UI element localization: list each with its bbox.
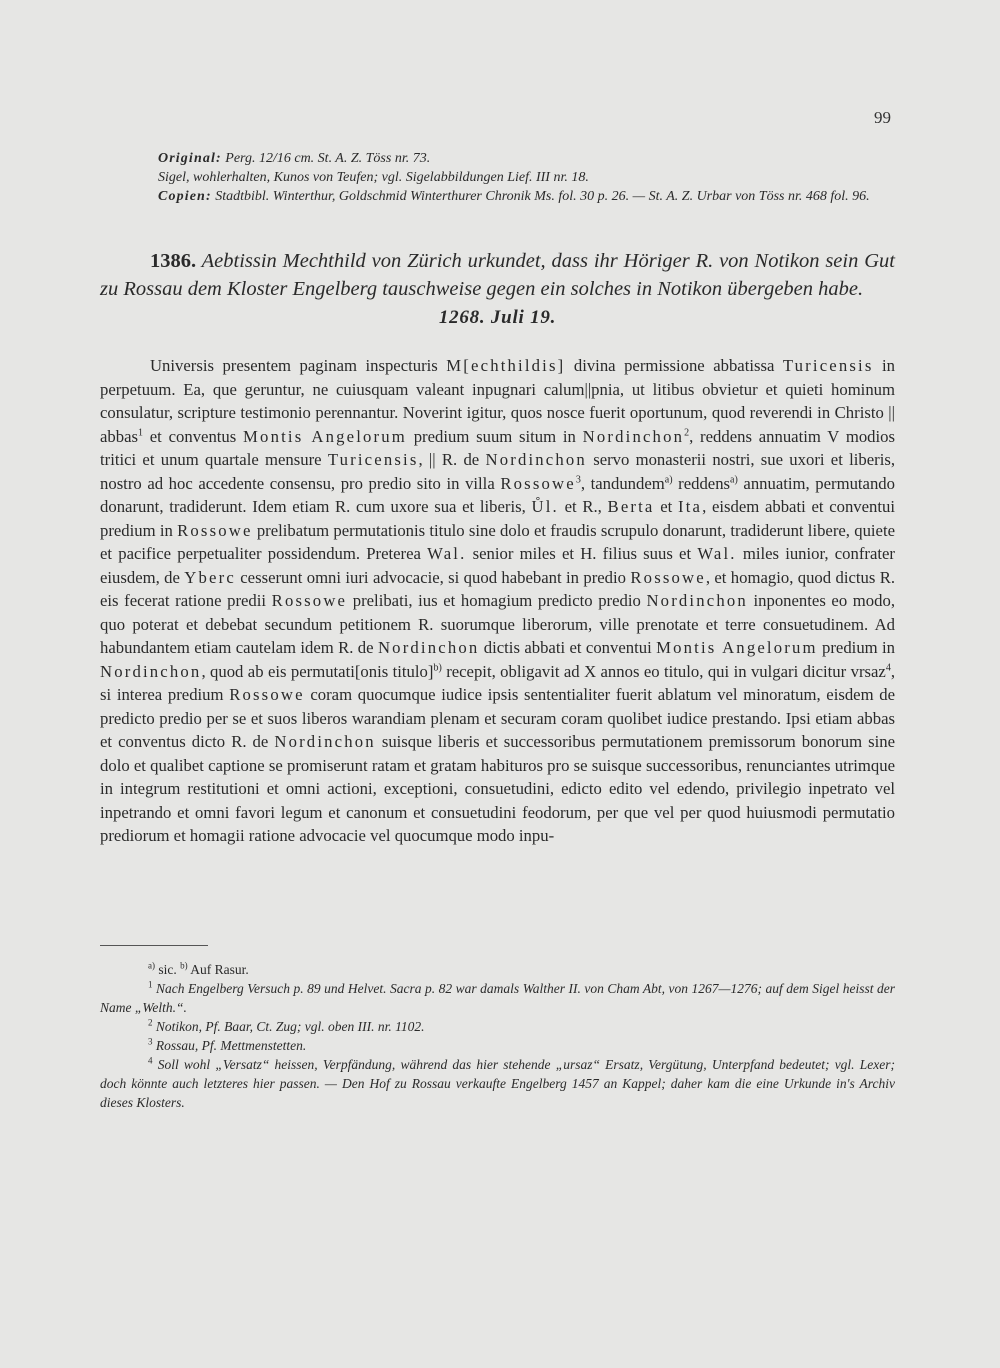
body-text: in perpetuum. Ea, que geruntur, ne cuiusquam valeant inpugnari calum||pnia, ut litibus obvietur et quieti hominum consulatur, scripture testimonio perennantur. Noverint igitur, quos nosce fuerit oportunum, quod reverendi in Christo || abbas: [100, 356, 895, 446]
person-name: Ůl.: [531, 497, 559, 516]
body-text: et conventus: [143, 426, 244, 446]
original-text: Perg. 12/16 cm. St. A. Z. Töss nr. 73.: [225, 151, 431, 166]
body-text: cesserunt omni iuri advocacie, si quod habebant in predio: [235, 567, 631, 587]
footnote-marker: 4: [148, 1055, 153, 1066]
footnote-ref: 1: [138, 426, 143, 438]
footnote-ab: [100, 960, 895, 979]
provenance-copien: [100, 187, 895, 206]
footnote-marker: 1: [148, 979, 153, 990]
body-text: et: [654, 497, 678, 516]
person-name: Wal.: [427, 544, 467, 563]
body-text: Universis presentem paginam inspecturis: [150, 356, 447, 375]
footnote-divider: [100, 945, 208, 946]
footnote-ref: 3: [575, 473, 581, 485]
document-summary: Aebtissin Mechthild von Zürich urkundet, dass ihr Höriger R. von Notikon sein Gut zu Rossau dem Kloster Engelberg tauschweise gegen ein solches in Notikon übergeben habe.: [100, 250, 895, 300]
copien-label: Copien:: [158, 189, 212, 204]
body-text: annuatim, permutando donarunt, tradiderunt. Idem etiam R. cum uxore sua et liberis,: [100, 473, 895, 516]
person-name: Wal.: [697, 544, 737, 563]
place-name: Montis Angelorum: [243, 426, 407, 446]
place-name: Turicensis: [782, 356, 874, 375]
body-text: , quod ab eis permutati[onis titulo]: [201, 661, 434, 681]
footnote-1: [100, 979, 895, 1017]
place-name: Nordinchon: [274, 732, 376, 751]
body-text: , tandundem: [580, 473, 665, 493]
provenance-original: [100, 149, 895, 168]
place-name: Rossowe: [271, 591, 348, 610]
body-text: predium in: [817, 638, 896, 657]
place-name: Nordinchon: [485, 450, 587, 469]
place-name: Nordinchon: [377, 638, 480, 657]
body-text: , reddens annuatim V modios tritici et unum quartale mensure: [100, 426, 895, 469]
document-date: 1268. Juli 19.: [438, 307, 557, 328]
footnote-2: [100, 1017, 895, 1036]
place-name: Nordinchon: [646, 591, 748, 610]
body-text: , et homagio, quod dictus R. eis fecerat ratione predii: [100, 567, 896, 610]
footnote-ref: 2: [684, 426, 690, 438]
place-name: Rossowe: [229, 685, 305, 704]
body-text: , si interea predium: [100, 661, 895, 704]
person-name: Berta: [607, 497, 655, 516]
document-summary-line: [100, 247, 895, 303]
body-text: dictis abbati et conventui: [479, 638, 657, 657]
body-text: inponentes eo modo, quo poterat et debebat secundum petitionem R. suorumque liberorum, ville prenotate et terre consuetudinem. Ad habundantem etiam cautelam idem R. de: [100, 591, 895, 657]
place-name: Turicensis: [327, 450, 419, 469]
copien-text: Stadtbibl. Winterthur, Goldschmid Winterthurer Chronik Ms. fol. 30 p. 26. — St. A. Z. Urbar von Töss nr. 468 fol. 96.: [215, 189, 870, 204]
body-text: divina permissione abbatissa: [565, 356, 783, 375]
footnote-4: [100, 1055, 895, 1112]
charter-text: [100, 354, 895, 848]
body-text: reddens: [672, 473, 731, 493]
footnote-marker: 2: [148, 1017, 153, 1028]
body-text: suisque liberis et successoribus permutationem premissorum bonorum sine dolo et qualibet captione se promiserunt ratam et gratam habituros pro se suisque successoribus, renunciantes utrimque in integrum restitutioni et omni actioni, exceptioni, consuetudini, edicto edito vel edendo, privilegio inpetrato vel inpetrando et omni favori legum et canonum et consuetudini feodorum, per que vel per quod huiusmodi permutatio prediorum et homagii ratione advocacie vel quocumque modo inpu-: [100, 732, 895, 845]
footnote-3: [100, 1036, 895, 1055]
person-name: Ita: [677, 497, 703, 516]
body-text: senior miles et H. filius suus et: [466, 544, 698, 563]
footnote-ref: a): [664, 473, 673, 485]
place-name: Montis Angelorum: [656, 638, 818, 657]
charter-paragraph: [100, 354, 895, 848]
sigel-line: Sigel, wohlerhalten, Kunos von Teufen; vgl. Sigelabbildungen Lief. III nr. 18.: [158, 170, 589, 185]
person-name: M[echthildis]: [446, 356, 566, 375]
body-text: prelibatum permutationis titulo sine dolo et fraudis scrupulo donarunt, tradiderunt libere, quiete et pacifice perpetualiter possidendum. Preterea: [100, 520, 895, 563]
place-name: Nordinchon: [100, 661, 202, 681]
footnote-ref: b): [433, 661, 442, 673]
place-name: Rossowe: [630, 567, 706, 587]
body-text: , eisdem abbati et conventui predium in: [100, 497, 895, 540]
footnote-ref: a): [730, 473, 738, 485]
footnote-marker: b): [180, 960, 188, 971]
footnote-text: Notikon, Pf. Baar, Ct. Zug; vgl. oben III. nr. 1102.: [152, 1019, 425, 1034]
footnote-text: sic.: [155, 962, 181, 977]
body-text: predium suum situm in: [406, 426, 583, 446]
footnotes: [100, 960, 895, 1112]
footnote-text: Auf Rasur.: [187, 962, 249, 977]
page-number: 99: [874, 108, 891, 127]
place-name: Rossowe: [177, 520, 253, 540]
footnote-text: Rossau, Pf. Mettmenstetten.: [152, 1038, 307, 1053]
provenance-block: [100, 149, 895, 206]
document-number: 1386.: [150, 250, 197, 272]
body-text: servo monasterii nostri, sue uxori et liberis, nostro ad hoc accedente consensu, pro predio sito in villa: [100, 450, 895, 493]
footnote-marker: 3: [148, 1036, 153, 1047]
place-name: Rossowe: [500, 473, 576, 493]
body-text: prelibati, ius et homagium predicto predio: [347, 591, 647, 610]
footnote-ref: 4: [885, 661, 891, 673]
body-text: et R.,: [558, 497, 608, 516]
original-label: Original:: [158, 151, 222, 166]
footnote-text: Nach Engelberg Versuch p. 89 und Helvet. Sacra p. 82 war damals Walther II. von Cham Abt, von 1267—1276; auf dem Sigel heisst der Name „Welth.“.: [100, 981, 895, 1015]
body-text: miles iunior, confrater eiusdem, de: [100, 544, 895, 587]
place-name: Nordinchon: [582, 426, 685, 446]
body-text: recepit, obligavit ad X annos eo titulo, qui in vulgari dicitur vrsaz: [441, 661, 886, 681]
body-text: , || R. de: [418, 450, 486, 469]
body-text: coram quocumque iudice ipsis sententialiter fuerit ablatum vel minoratum, eisdem de predicto predio per se et suos liberos warandiam plenam et securam coram quolibet iudice prestando. Ipsi etiam abbas et conventus dicto R. de: [100, 685, 896, 751]
document-heading: [100, 247, 895, 332]
footnote-text: Soll wohl „Versatz“ heissen, Verpfändung, während das hier stehende „ursaz“ Ersatz, Vergütung, Unterpfand bedeutet; vgl. Lexer; doch könnte auch letzteres hier passen. — Den Hof zu Rossau verkaufte Engelberg 1457 an Kappel; daher kam die eine Urkunde in's Archiv dieses Klosters.: [100, 1057, 895, 1110]
place-name: Yberc: [184, 567, 236, 587]
footnote-marker: a): [148, 960, 155, 971]
